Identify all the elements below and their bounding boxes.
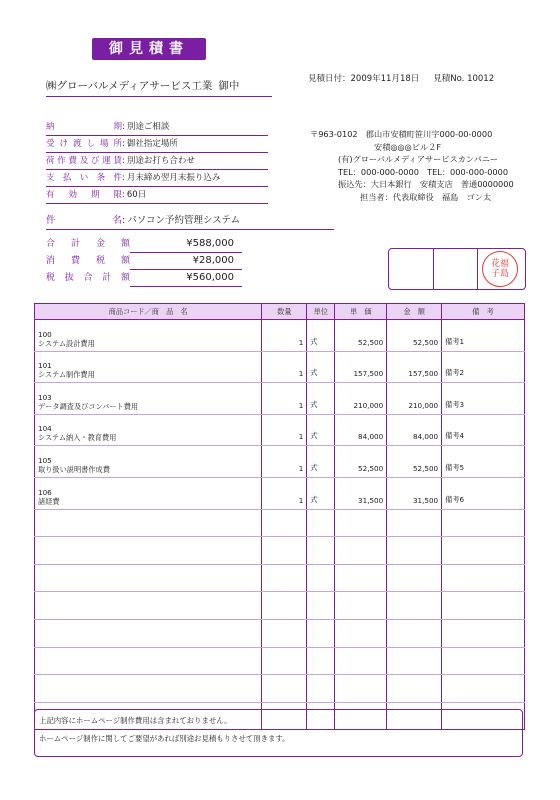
estimate-date: 見積日付：2009年11月18日 <box>308 74 420 84</box>
table-row <box>35 383 525 415</box>
empty-cell <box>442 564 525 592</box>
empty-cell <box>35 509 262 537</box>
tax-amount <box>46 253 242 269</box>
sender-address1: 〒963-0102 郡山市安積町笹川字000-00-0000 <box>310 129 493 139</box>
empty-cell <box>442 537 525 565</box>
items-table <box>34 303 525 730</box>
item-qty: 1 <box>262 414 307 446</box>
term-value: パソコン予約管理システム <box>127 215 241 226</box>
empty-cell <box>335 647 387 675</box>
item-note: 備考4 <box>442 414 525 446</box>
empty-cell <box>442 675 525 703</box>
term-label: 納期 <box>46 122 122 132</box>
empty-cell <box>442 509 525 537</box>
item-unit: 式 <box>307 351 335 383</box>
item-price: 157,500 <box>335 351 387 383</box>
sender-address2: 安積◎◎◎ビル２F <box>374 141 442 152</box>
empty-cell <box>387 509 442 537</box>
item-name-cell <box>35 383 262 415</box>
empty-cell <box>307 537 335 565</box>
item-unit: 式 <box>307 477 335 509</box>
empty-cell <box>442 619 525 647</box>
note-line: ホームページ制作に関してご要望があれば別途お見積もりさせて頂きます。 <box>39 734 290 743</box>
item-name: データ調査及びコンバート費用 <box>38 401 139 411</box>
item-unit: 式 <box>307 383 335 415</box>
term-value: 別途ご相談 <box>126 122 170 132</box>
header-amount: 金 額 <box>387 304 442 320</box>
table-row <box>35 414 525 446</box>
empty-cell <box>307 675 335 703</box>
item-name: システム納入・教育費用 <box>38 433 117 443</box>
empty-cell <box>335 537 387 565</box>
item-name-cell <box>35 320 262 352</box>
term-label: 受け渡し場所 <box>46 139 122 149</box>
table-row-empty <box>35 619 525 647</box>
empty-cell <box>387 647 442 675</box>
item-code: 101 <box>38 361 52 371</box>
term-value: 月末締め翌月末振り込み <box>126 173 221 183</box>
client-name <box>46 78 272 97</box>
item-qty: 1 <box>262 320 307 352</box>
term-validity: 有効期限: 60日 <box>46 187 268 204</box>
table-row <box>35 477 525 509</box>
total-label: 消費税額 <box>46 256 130 266</box>
item-note: 備考5 <box>442 446 525 478</box>
stamp-divider <box>433 249 434 289</box>
empty-cell <box>262 509 307 537</box>
term-delivery: 納期: 別途ご相談 <box>46 119 268 136</box>
seal-stamp <box>482 251 518 287</box>
stamp-divider <box>477 249 478 289</box>
sender-bank: 振込先：大日本銀行 安積支店 普通0000000 <box>338 179 514 190</box>
item-amount: 31,500 <box>387 477 442 509</box>
empty-cell <box>307 509 335 537</box>
total-label: 税抜合計額 <box>46 273 130 283</box>
empty-cell <box>387 537 442 565</box>
empty-cell <box>387 564 442 592</box>
total-value: ¥560,000 <box>130 270 242 287</box>
client-honorific: 御中 <box>218 80 240 92</box>
document-title: 御見積書 <box>92 38 206 60</box>
item-unit: 式 <box>307 320 335 352</box>
empty-cell <box>35 537 262 565</box>
item-note: 備考1 <box>442 320 525 352</box>
total-value: ¥28,000 <box>130 253 242 270</box>
note-line: 上記内容にホームページ制作費用は含まれておりません。 <box>39 716 232 725</box>
item-code: 106 <box>38 487 52 497</box>
empty-cell <box>307 647 335 675</box>
table-row-empty <box>35 592 525 620</box>
empty-cell <box>35 564 262 592</box>
sender-company: (有)グローバルメディアサービスカンパニー <box>338 154 499 165</box>
term-value: 60日 <box>126 190 147 200</box>
term-payment: 支払い条件: 月末締め翌月末振り込み <box>46 170 268 187</box>
item-name: 諸経費 <box>38 496 60 506</box>
empty-cell <box>442 647 525 675</box>
item-price: 52,500 <box>335 446 387 478</box>
notes-box <box>34 709 523 757</box>
empty-cell <box>387 592 442 620</box>
empty-cell <box>335 592 387 620</box>
estimate-number: 見積No. 10012 <box>433 74 495 84</box>
term-label: 荷作費及び運賃 <box>46 156 122 166</box>
empty-cell <box>307 619 335 647</box>
item-amount: 157,500 <box>387 351 442 383</box>
item-code: 100 <box>38 329 52 339</box>
item-price: 84,000 <box>335 414 387 446</box>
empty-cell <box>442 592 525 620</box>
header-price: 単 価 <box>335 304 387 320</box>
term-shipping: 荷作費及び運賃: 別途お打ち合わせ <box>46 153 268 170</box>
item-amount: 52,500 <box>387 446 442 478</box>
empty-cell <box>387 675 442 703</box>
table-row-empty <box>35 537 525 565</box>
item-price: 210,000 <box>335 383 387 415</box>
header-unit: 単位 <box>307 304 335 320</box>
item-name-cell <box>35 414 262 446</box>
term-place: 受け渡し場所: 御社指定場所 <box>46 136 268 153</box>
term-subject: 件名: パソコン予約管理システム <box>46 213 334 230</box>
empty-cell <box>262 592 307 620</box>
seal-text: 花福子島 <box>490 259 509 279</box>
table-row <box>35 446 525 478</box>
item-amount: 52,500 <box>387 320 442 352</box>
item-note: 備考6 <box>442 477 525 509</box>
empty-cell <box>335 564 387 592</box>
empty-cell <box>262 564 307 592</box>
term-value: 別途お打ち合わせ <box>126 156 195 166</box>
item-code: 103 <box>38 392 52 402</box>
empty-cell <box>35 647 262 675</box>
table-row <box>35 351 525 383</box>
item-amount: 84,000 <box>387 414 442 446</box>
item-name-cell <box>35 477 262 509</box>
empty-cell <box>335 509 387 537</box>
item-name: システム設計費用 <box>38 338 95 348</box>
table-row-empty <box>35 509 525 537</box>
empty-cell <box>335 619 387 647</box>
item-code: 105 <box>38 455 52 465</box>
item-name-cell <box>35 446 262 478</box>
estimate-meta <box>308 72 494 84</box>
empty-cell <box>35 592 262 620</box>
term-label: 件名 <box>46 215 122 226</box>
empty-cell <box>262 619 307 647</box>
term-label: 支払い条件 <box>46 173 122 183</box>
client-company: ㈱グローバルメディアサービス工業 <box>46 80 213 92</box>
header-qty: 数量 <box>262 304 307 320</box>
item-price: 52,500 <box>335 320 387 352</box>
subtotal-amount <box>46 270 242 286</box>
sender-info <box>310 128 514 204</box>
item-price: 31,500 <box>335 477 387 509</box>
empty-cell <box>262 675 307 703</box>
header-name: 商品コード／商 品 名 <box>35 304 262 320</box>
item-qty: 1 <box>262 383 307 415</box>
empty-cell <box>387 619 442 647</box>
item-note: 備考2 <box>442 351 525 383</box>
item-unit: 式 <box>307 414 335 446</box>
item-qty: 1 <box>262 351 307 383</box>
item-qty: 1 <box>262 477 307 509</box>
item-qty: 1 <box>262 446 307 478</box>
item-code: 104 <box>38 424 52 434</box>
item-amount: 210,000 <box>387 383 442 415</box>
empty-cell <box>262 647 307 675</box>
empty-cell <box>35 619 262 647</box>
term-label: 有効期限 <box>46 190 122 200</box>
empty-cell <box>307 564 335 592</box>
table-row-empty <box>35 647 525 675</box>
empty-cell <box>35 675 262 703</box>
table-row-empty <box>35 564 525 592</box>
table-row-empty <box>35 675 525 703</box>
empty-cell <box>262 537 307 565</box>
total-value: ¥588,000 <box>130 236 242 253</box>
item-unit: 式 <box>307 446 335 478</box>
empty-cell <box>307 592 335 620</box>
empty-cell <box>335 675 387 703</box>
item-name: 取り扱い説明書作成費 <box>38 464 110 474</box>
term-value: 御社指定場所 <box>126 139 178 149</box>
header-note: 備 考 <box>442 304 525 320</box>
table-header <box>35 304 525 320</box>
table-row <box>35 320 525 352</box>
total-amount <box>46 236 242 252</box>
sender-phone: TEL：000-000-0000 TEL：000-000-0000 <box>338 166 509 177</box>
item-note: 備考3 <box>442 383 525 415</box>
sender-person: 担当者：代表取締役 福島 ゴン太 <box>360 191 492 202</box>
total-label: 合計金額 <box>46 239 130 249</box>
item-name: システム制作費用 <box>38 370 95 380</box>
item-name-cell <box>35 351 262 383</box>
